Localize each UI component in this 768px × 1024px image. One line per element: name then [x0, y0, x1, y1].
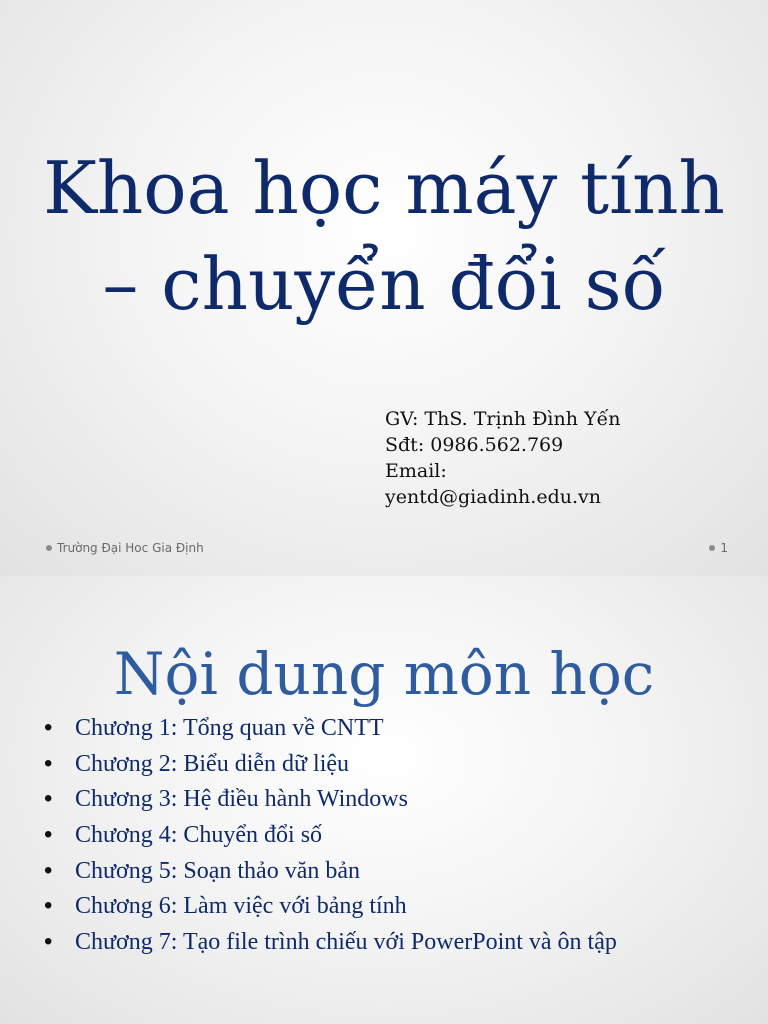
email-address: yentd@giadinh.edu.vn: [385, 486, 601, 508]
bullet-icon: •: [44, 856, 53, 884]
bullet-icon: •: [44, 928, 53, 956]
chapter-label: Chương 5: Soạn thảo văn bản: [75, 857, 360, 884]
bullet-dot-icon: [46, 545, 52, 551]
bullet-dot-icon: [709, 545, 715, 551]
bullet-icon: •: [44, 785, 53, 813]
chapter-label: Chương 2: Biểu diễn dữ liệu: [75, 750, 350, 777]
list-item: [40, 892, 760, 928]
teacher-name: GV: ThS. Trịnh Đình Yến: [385, 408, 621, 430]
bullet-icon: •: [44, 892, 53, 920]
list-item: [40, 785, 760, 821]
course-content-title: Nội dung môn học: [113, 640, 655, 708]
slide-2: [0, 576, 768, 1024]
list-item: [40, 821, 760, 857]
slide-footer-school: [46, 541, 204, 555]
bullet-icon: •: [44, 821, 53, 849]
chapter-label: Chương 6: Làm việc với bảng tính: [75, 893, 407, 920]
phone-number: Sđt: 0986.562.769: [385, 434, 564, 456]
contact-info: [385, 406, 755, 510]
chapter-label: Chương 3: Hệ điều hành Windows: [75, 786, 408, 813]
list-item: [40, 928, 760, 964]
chapter-label: Chương 1: Tổng quan về CNTT: [75, 715, 384, 741]
chapter-label: Chương 7: Tạo file trình chiếu với PowerPoint và ôn tập: [75, 929, 617, 956]
chapter-list: [40, 714, 760, 964]
school-name: Trường Đại Hoc Gia Định: [57, 541, 204, 555]
list-item: [40, 714, 760, 750]
page-number: 1: [720, 541, 728, 555]
slide-title-line-2: – chuyển đổi số: [102, 242, 666, 326]
list-item: [40, 750, 760, 786]
slide-title: [0, 140, 768, 332]
email-label: Email:: [385, 460, 447, 482]
bullet-icon: •: [44, 714, 53, 741]
bullet-icon: •: [44, 749, 53, 777]
list-item: [40, 857, 760, 893]
slide-title-line-1: Khoa học máy tính: [43, 146, 725, 230]
slide-footer-page: [709, 541, 728, 555]
chapter-label: Chương 4: Chuyển đổi số: [75, 822, 323, 849]
